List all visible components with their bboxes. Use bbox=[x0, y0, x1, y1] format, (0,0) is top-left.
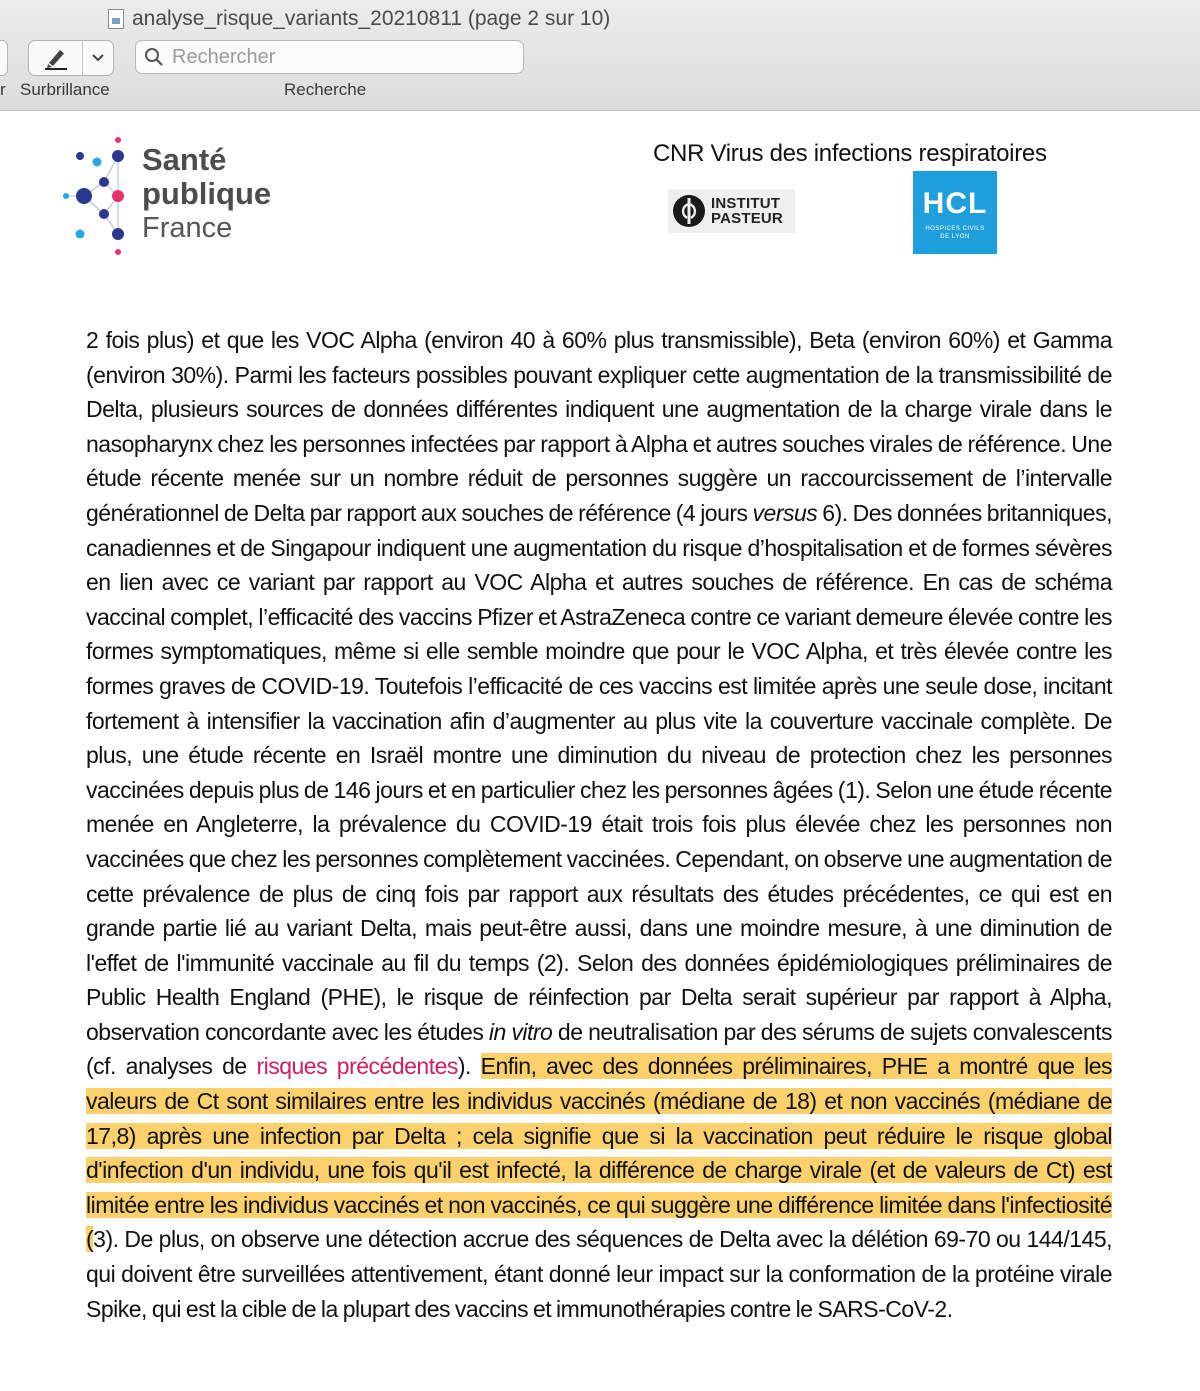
search-box[interactable] bbox=[135, 40, 524, 74]
risques-precedentes-link[interactable]: risques précédentes bbox=[256, 1053, 458, 1080]
highlight-button[interactable] bbox=[29, 41, 83, 75]
previous-tool-button[interactable] bbox=[0, 40, 8, 76]
chevron-down-icon bbox=[92, 54, 104, 62]
pasteur-line2: PASTEUR bbox=[711, 210, 783, 227]
sante-publique-france-logo bbox=[56, 134, 286, 259]
pdf-document-icon bbox=[108, 9, 124, 29]
body-text-part-4: ). bbox=[457, 1053, 481, 1080]
highlight-button-group bbox=[28, 40, 114, 76]
logo-line-sante: Santé bbox=[142, 142, 227, 177]
hcl-wordmark: HCL bbox=[922, 187, 988, 220]
sante-publique-france-dots-icon bbox=[56, 134, 136, 259]
highlight-options-button[interactable] bbox=[83, 41, 113, 75]
window-title-text: analyse_risque_variants_20210811 (page 2 sur 10) bbox=[132, 7, 611, 30]
previous-tool-label: r bbox=[0, 80, 6, 99]
logo-wordmark bbox=[142, 144, 271, 243]
search-label: Recherche bbox=[284, 80, 367, 99]
search-icon bbox=[144, 47, 164, 67]
body-text-part-3: de neutralisation par des sérums de sujets convalescents (cf. analyses de bbox=[86, 1018, 1112, 1080]
hcl-subtitle-1: HOSPICES CIVILS bbox=[925, 226, 985, 232]
logo-line-france: France bbox=[142, 212, 233, 244]
emphasis-in-vitro: in vitro bbox=[488, 1018, 553, 1045]
institut-pasteur-logo bbox=[668, 189, 795, 233]
search-input[interactable] bbox=[172, 46, 512, 69]
logo-line-publique: publique bbox=[142, 176, 272, 211]
toolbar bbox=[0, 0, 1200, 111]
body-paragraph bbox=[86, 323, 1112, 1326]
institut-pasteur-emblem-icon bbox=[672, 194, 706, 228]
highlighted-passage[interactable]: Enfin, avec des données préliminaires, PHE a montré que les valeurs de Ct sont similaires entre les individus vaccinés (médiane de 18) et non vaccinés (médiane de 17,8) après une infection par Delta ; cela signifie que si la vaccination peut réduire le risque global d'infection d'un individu, une fois qu'il est infecté, la différence de charge virale (et de valeurs de Ct) est limitée entre les individus vaccinés et non vaccinés, ce qui suggère une différence limitée dans l'infectiosité ( bbox=[86, 1053, 1112, 1253]
body-text-part-5: 3). De plus, on observe une détection accrue des séquences de Delta avec la délétion 69-70 ou 144/145, qui doivent être surveillées attentivement, étant donné leur impact sur la conformation de la protéine virale Spike, qui est la cible de la plupart des vaccins et immunothérapies contre le SARS-CoV-2. bbox=[86, 1226, 1112, 1322]
highlight-label: Surbrillance bbox=[20, 80, 110, 99]
hcl-subtitle-2: DE LYON bbox=[940, 234, 970, 240]
cnr-title: CNR Virus des infections respiratoires bbox=[653, 140, 1047, 167]
hcl-logo bbox=[913, 171, 997, 254]
emphasis-versus: versus bbox=[752, 499, 818, 526]
pasteur-line1: INSTITUT bbox=[711, 195, 781, 212]
window-title bbox=[108, 6, 610, 32]
body-text-part-1: 2 fois plus) et que les VOC Alpha (environ 40 à 60% plus transmissible), Beta (environ 60%) et Gamma (environ 30%). Parmi les facteurs possibles pouvant expliquer cette augmentation de la transmissibilité de Delta, plusieurs sources de données différentes indiquent une augmentation de la charge virale dans le nasopharynx chez les personnes infectées par rapport à Alpha et autres souches virales de référence. Une étude récente menée sur un nombre réduit de personnes suggère un raccourcissement de l’intervalle générationnel de Delta par rapport aux souches de référence (4 jours bbox=[86, 327, 1112, 526]
highlighter-pen-icon bbox=[43, 46, 69, 70]
body-text-part-2: 6). Des données britanniques, canadiennes et de Singapour indiquent une augmentation du risque d’hospitalisation et de formes sévères en lien avec ce variant par rapport au VOC Alpha et autres souches de référence. En cas de schéma vaccinal complet, l’efficacité des vaccins Pfizer et AstraZeneca contre ce variant demeure élevée contre les formes symptomatiques, même si elle semble moindre que pour le VOC Alpha, et très élevée contre les formes graves de COVID-19. Toutefois l’efficacité de ces vaccins est limitée après une seule dose, incitant fortement à intensifier la vaccination afin d’augmenter au plus vite la couverture vaccinale complète. De plus, une étude récente en Israël montre une diminution du niveau de protection chez les personnes vaccinées depuis plus de 146 jours et en particulier chez les personnes âgées (1). Selon une étude récente menée en Angleterre, la prévalence du COVID-19 était trois fois plus élevée chez les personnes non vaccinées que chez les personnes complètement vaccinées. Cependant, on observe une augmentation de cette prévalence de plus de cinq fois par rapport aux résultats des études précédentes, ce qui est en grande partie lié au variant Delta, mais peut-être aussi, dans une moindre mesure, à une diminution de l'effet de l'immunité vaccinale au fil du temps (2). Selon des données épidémiologiques préliminaires de Public Health England (PHE), le risque de réinfection par Delta serait supérieur par rapport à Alpha, observation concordante avec les études bbox=[86, 499, 1112, 1045]
